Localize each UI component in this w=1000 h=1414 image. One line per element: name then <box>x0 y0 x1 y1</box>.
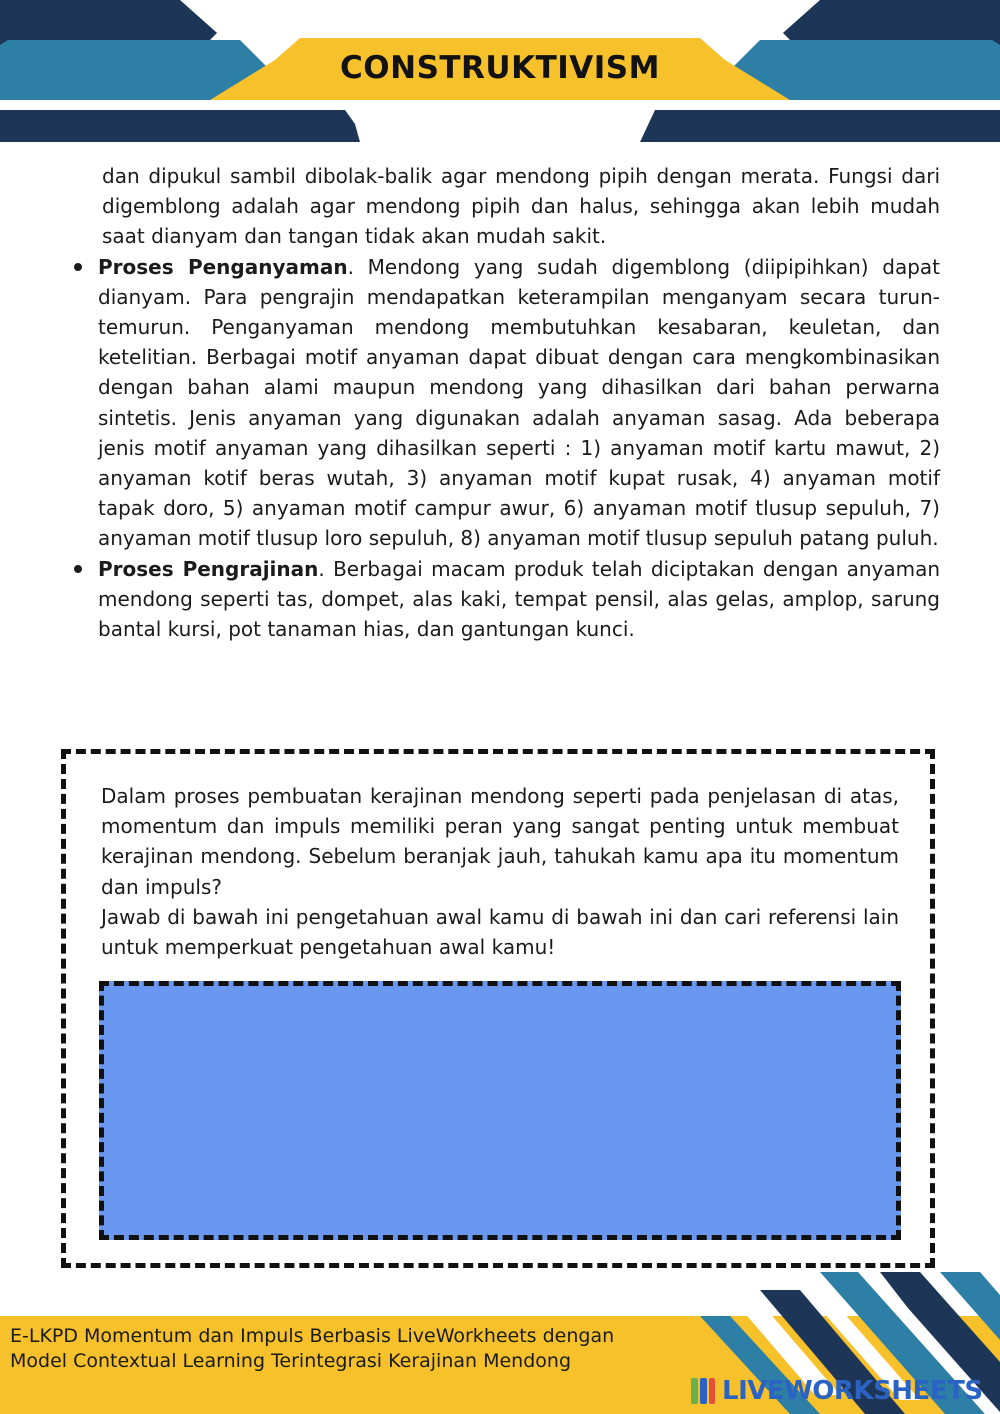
list-item-text: . Mendong yang sudah digemblong (diipipihkan) dapat dianyam. Para pengrajin mendapatkan keterampilan menganyam secara turun-temurun. Penganyaman mendong membutuhkan kesabaran, keuletan, dan ketelitian. Berbagai motif anyaman dapat dibuat dengan cara mengkombinasikan dengan bahan alami maupun mendong yang dihasilkan dari bahan perwarna sintetis. Jenis anyaman yang digunakan adalah anyaman sasag. Ada beberapa jenis motif anyaman yang dihasilkan seperti : 1) anyaman motif kartu mawut, 2) anyaman kotif beras wutah, 3) anyaman motif kupat rusak, 4) anyaman motif tapak doro, 5) anyaman motif campur awur, 6) anyaman motif tlusup sepuluh, 7) anyaman motif tlusup loro sepuluh, 8) anyaman motif tlusup sepuluh patang puluh. <box>98 254 941 551</box>
process-list <box>98 252 940 645</box>
liveworksheets-logo-icon <box>690 1376 716 1406</box>
footer-caption <box>10 1324 730 1374</box>
list-item <box>98 554 940 645</box>
page-title: CONSTRUKTIVISM <box>340 50 660 86</box>
bullet-icon <box>74 263 82 271</box>
list-item-title: Proses Penganyaman <box>98 254 348 279</box>
task-instruction: Jawab di bawah ini pengetahuan awal kamu di bawah ini dan cari referensi lain untuk memperkuat pengetahuan awal kamu! <box>101 904 899 960</box>
answer-input[interactable] <box>99 981 901 1240</box>
liveworksheets-brand <box>690 1374 983 1408</box>
list-item <box>98 252 940 554</box>
bullet-icon <box>74 565 82 573</box>
intro-paragraph: dan dipukul sambil dibolak-balik agar mendong pipih dengan merata. Fungsi dari digemblong adalah agar mendong pipih dan halus, sehingga akan lebih mudah saat dianyam dan tangan tidak akan mudah sakit. <box>102 164 940 249</box>
list-item-title: Proses Pengrajinan <box>98 556 319 581</box>
footer-line-2: Model Contextual Learning Terintegrasi Kerajinan Mendong <box>10 1350 572 1372</box>
task-prompt <box>101 781 899 962</box>
task-question: Dalam proses pembuatan kerajinan mendong seperti pada penjelasan di atas, momentum dan impuls memiliki peran yang sangat penting untuk membuat kerajinan mendong. Sebelum beranjak jauh, tahukah kamu apa itu momentum dan impuls? <box>101 784 899 899</box>
footer-line-1: E-LKPD Momentum dan Impuls Berbasis LiveWorkheets dengan <box>10 1325 615 1347</box>
main-content <box>98 161 940 644</box>
list-item-text: . Berbagai macam produk telah diciptakan dengan anyaman mendong seperti tas, dompet, alas kaki, tempat pensil, alas gelas, amplop, sarung bantal kursi, pot tanaman hias, dan gantungan kunci. <box>98 556 940 642</box>
liveworksheets-wordmark: LIVEWORKSHEETS <box>722 1376 983 1406</box>
